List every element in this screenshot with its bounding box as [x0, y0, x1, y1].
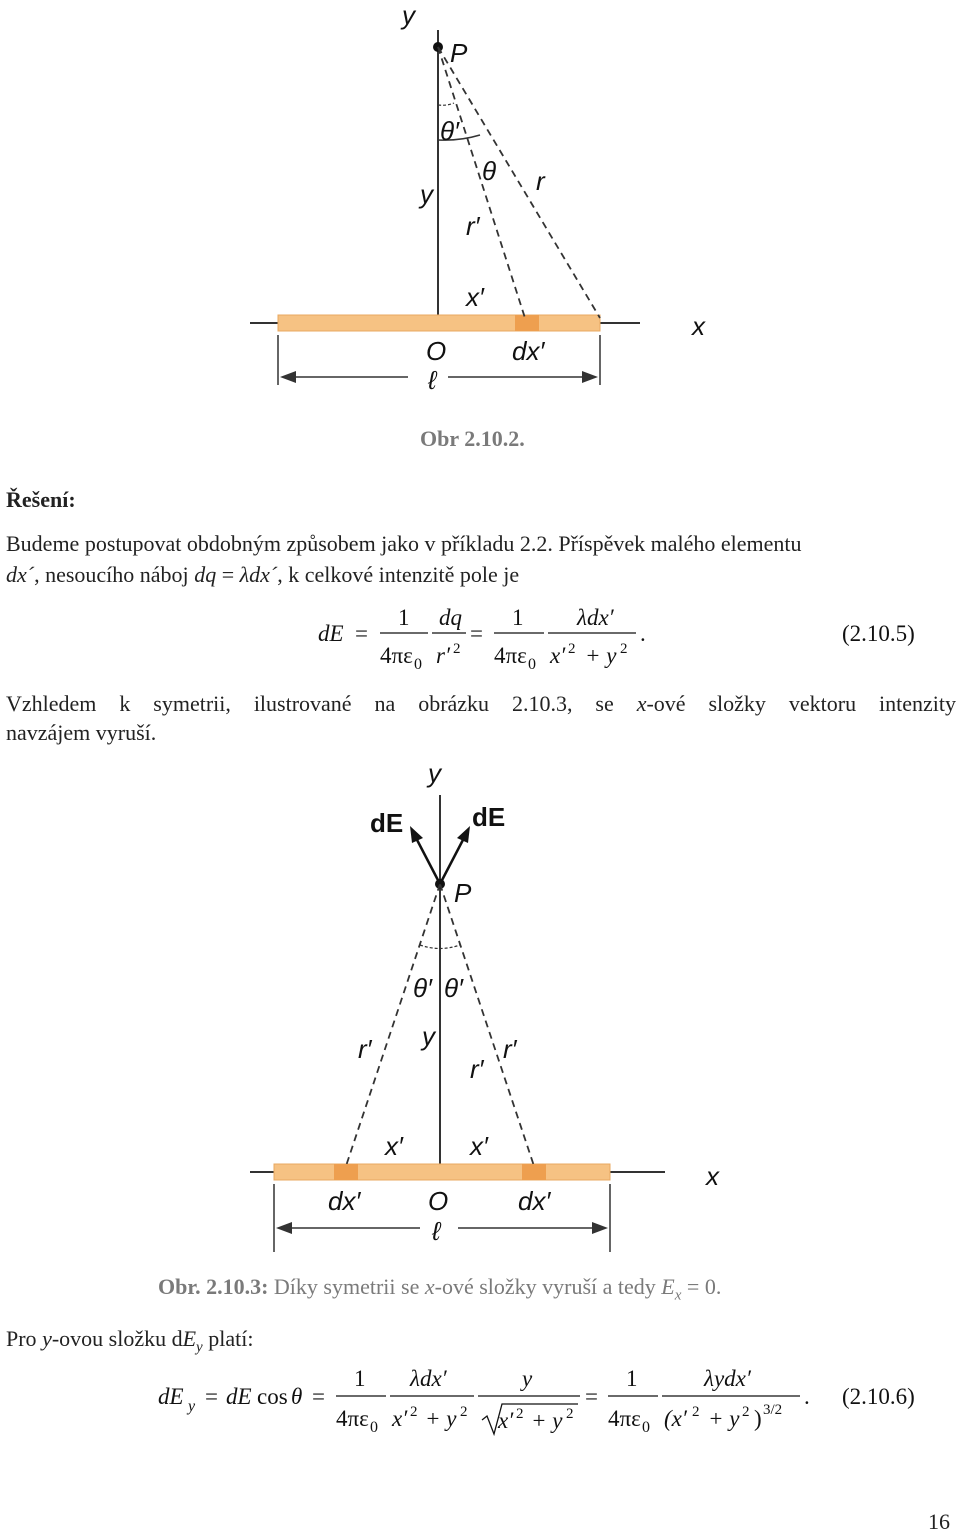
p2-text-b: -ové složky vektoru intenzity	[646, 691, 956, 716]
eq2-paren-x: (x′	[664, 1406, 687, 1431]
fig2-r-mid-label: r′	[470, 1054, 484, 1084]
figure-1-caption: Obr 2.10.2.	[420, 426, 525, 451]
p2-text-a: Vzhledem k symetrii, ilustrované na obrázku 2.10.3, se	[6, 691, 637, 716]
fig2-charged-rod	[274, 1164, 610, 1180]
fig1-theta-label: θ	[482, 156, 497, 186]
length-arrow-right-head	[582, 371, 598, 383]
fig2-dE-right-label: dE	[472, 802, 506, 832]
eq2-sqrt-plus-y: + y	[531, 1408, 563, 1433]
eq2-equals-2: =	[312, 1384, 325, 1409]
fig2-length-left-head	[276, 1222, 292, 1234]
fig2-x-axis-label: x	[706, 1161, 719, 1191]
eq2-lambda-dx: λdx′	[410, 1366, 447, 1391]
eq1-lambda-dx: λdx′	[577, 605, 614, 630]
fig2-point-label: P	[454, 878, 472, 908]
eq1-plus-y: + y	[585, 643, 617, 668]
eq2-sqrt-sq-x: 2	[516, 1406, 524, 1422]
fig1-origin-label: O	[426, 336, 447, 366]
eq2-sq-y: 2	[460, 1404, 468, 1420]
eq2-theta: θ	[291, 1384, 303, 1409]
fig2-x-right-label: x′	[470, 1131, 488, 1161]
p1-eq: =	[216, 562, 240, 587]
fig2-dx-left-label: dx′	[328, 1186, 361, 1216]
section-title: Řešení:	[6, 487, 76, 512]
fig2-dx-left	[334, 1164, 358, 1180]
equation-2-10-5	[0, 595, 960, 675]
figure-1	[0, 0, 960, 470]
r-line	[438, 47, 600, 318]
fig2-r-left-label: r′	[358, 1034, 372, 1064]
fig2-caption-x: x	[424, 1274, 435, 1299]
fig2-y-distance-label: y	[422, 1021, 435, 1051]
eq2-paren-plus-y: + y	[708, 1406, 740, 1431]
equation-2-10-6	[0, 1360, 960, 1450]
page-number: 16	[928, 1509, 950, 1534]
eq2-one-b: 1	[626, 1366, 638, 1391]
fig2-caption-b: -ové složky vyruší a tedy	[434, 1274, 662, 1299]
length-arrow-left-head	[280, 371, 296, 383]
eq2-lambda-ydx: λydx′	[704, 1366, 751, 1391]
p3-E: E	[182, 1326, 197, 1351]
eq1-sq-x: 2	[568, 641, 576, 657]
fig2-dE-left-label: dE	[370, 808, 404, 838]
eq1-denominator-4pieps-b: 4πε	[494, 643, 527, 668]
fig1-r-prime-label: r′	[466, 211, 480, 241]
eq2-one: 1	[354, 1366, 366, 1391]
eq2-pow: 3/2	[763, 1402, 783, 1418]
eq2-equals-3: =	[585, 1384, 598, 1409]
eq1-sq-y: 2	[620, 641, 628, 657]
eq1-dot: .	[640, 621, 646, 646]
fig2-origin-label: O	[428, 1186, 449, 1216]
p3-sub: y	[196, 1339, 203, 1356]
lambda-dx-inline: λdx´	[239, 562, 278, 587]
p2-x: x	[636, 691, 647, 716]
eq2-sub0: 0	[370, 1419, 378, 1436]
eq2-paren-sq-x: 2	[692, 1404, 700, 1420]
eq2-lhs-sub: y	[188, 1398, 196, 1415]
paragraph-2-line-1	[6, 690, 956, 718]
fig2-r-right-label: r′	[503, 1034, 517, 1064]
p3-b: -ovou složku d	[51, 1326, 183, 1351]
eq2-paren-close: )	[754, 1406, 762, 1431]
charged-rod	[278, 315, 600, 331]
eq2-sqrt-sq-y: 2	[566, 1406, 574, 1422]
fig2-theta-right-label: θ′	[444, 973, 463, 1003]
eq1-x-prime: x′	[550, 643, 566, 668]
eq1-sub0: 0	[414, 656, 422, 673]
p3-y: y	[42, 1326, 52, 1351]
paragraph-1-line-2	[6, 561, 519, 589]
eq1-lhs: dE	[318, 621, 344, 646]
fig2-dE-left-head	[410, 826, 423, 843]
dq-inline: dq	[194, 562, 217, 587]
fig2-caption-E: E	[661, 1274, 675, 1299]
p1-text-b: , nesoucího náboj	[34, 562, 195, 587]
eq2-x-prime: x′	[392, 1406, 408, 1431]
figure-2	[0, 755, 960, 1275]
eq1-one: 1	[398, 605, 410, 630]
dx-inline: dx´	[6, 562, 35, 587]
paragraph-2-line-2: navzájem vyruší.	[6, 720, 157, 745]
fig2-r-right-line	[440, 884, 534, 1166]
fig2-dE-left-arrow	[415, 836, 440, 884]
paragraph-1-line-1: Budeme postupovat obdobným způsobem jako v příkladu 2.2. Příspěvek malého elementu	[6, 531, 802, 556]
eq1-r-prime: r′	[436, 643, 450, 668]
fig2-length-label: ℓ	[432, 1216, 441, 1246]
eq1-one-b: 1	[512, 605, 524, 630]
eq2-dE: dE	[226, 1384, 252, 1409]
eq1-number: (2.10.5)	[842, 621, 915, 646]
p1-text-c: , k celkové intenzitě pole je	[277, 562, 520, 587]
fig1-dx-label: dx′	[512, 336, 545, 366]
eq2-4pieps: 4πε	[336, 1406, 369, 1431]
p3-c: platí:	[202, 1326, 254, 1351]
fig2-length-right-head	[592, 1222, 608, 1234]
eq2-lhs: dE	[158, 1384, 184, 1409]
fig1-point-label: P	[450, 38, 468, 68]
eq1-dq: dq	[439, 605, 462, 630]
fig2-caption-bold: Obr. 2.10.3:	[158, 1274, 269, 1299]
eq2-sqrt-sign	[482, 1404, 578, 1434]
fig1-x-prime-label: x′	[466, 282, 484, 312]
eq1-sub0-b: 0	[528, 656, 536, 673]
eq2-sub0-b: 0	[642, 1419, 650, 1436]
fig2-dE-right-arrow	[440, 836, 465, 884]
eq2-sq-x: 2	[410, 1404, 418, 1420]
fig2-dE-right-head	[457, 826, 470, 843]
fig2-y-axis-label: y	[428, 758, 441, 788]
fig1-r-label: r	[536, 166, 545, 196]
fig2-caption-c: = 0.	[681, 1274, 722, 1299]
fig2-caption-sub: x	[674, 1287, 682, 1304]
eq1-sq: 2	[453, 641, 461, 657]
fig2-dx-right-label: dx′	[518, 1186, 551, 1216]
eq1-denominator-4pieps: 4πε	[380, 643, 413, 668]
dx-element	[515, 315, 539, 331]
eq2-dot: .	[804, 1384, 810, 1409]
eq2-sqrt-x-prime: x′	[498, 1408, 514, 1433]
fig1-x-axis-label: x	[692, 311, 705, 341]
eq2-y-num: y	[522, 1366, 533, 1391]
fig2-caption-a: Díky symetrii se	[268, 1274, 425, 1299]
fig1-theta-prime-label: θ′	[440, 116, 459, 146]
fig1-y-distance-label: y	[420, 179, 433, 209]
eq2-paren-sq-y: 2	[742, 1404, 750, 1420]
eq2-equals-1: =	[205, 1384, 218, 1409]
eq2-number: (2.10.6)	[842, 1384, 915, 1409]
eq2-cos: cos	[257, 1384, 288, 1409]
paragraph-3	[6, 1325, 253, 1361]
fig2-x-left-label: x′	[385, 1131, 403, 1161]
p3-a: Pro	[6, 1326, 43, 1351]
theta-prime-arc	[438, 103, 454, 105]
fig2-dx-right	[522, 1164, 546, 1180]
fig1-length-label: ℓ	[428, 365, 437, 395]
figure-2-caption	[158, 1274, 721, 1304]
fig1-y-axis-label: y	[402, 0, 415, 30]
fig2-theta-left-label: θ′	[413, 973, 432, 1003]
eq1-equals-1: =	[355, 621, 368, 646]
eq1-equals-2: =	[470, 621, 483, 646]
eq2-4pieps-b: 4πε	[608, 1406, 641, 1431]
eq2-plus-y: + y	[425, 1406, 457, 1431]
